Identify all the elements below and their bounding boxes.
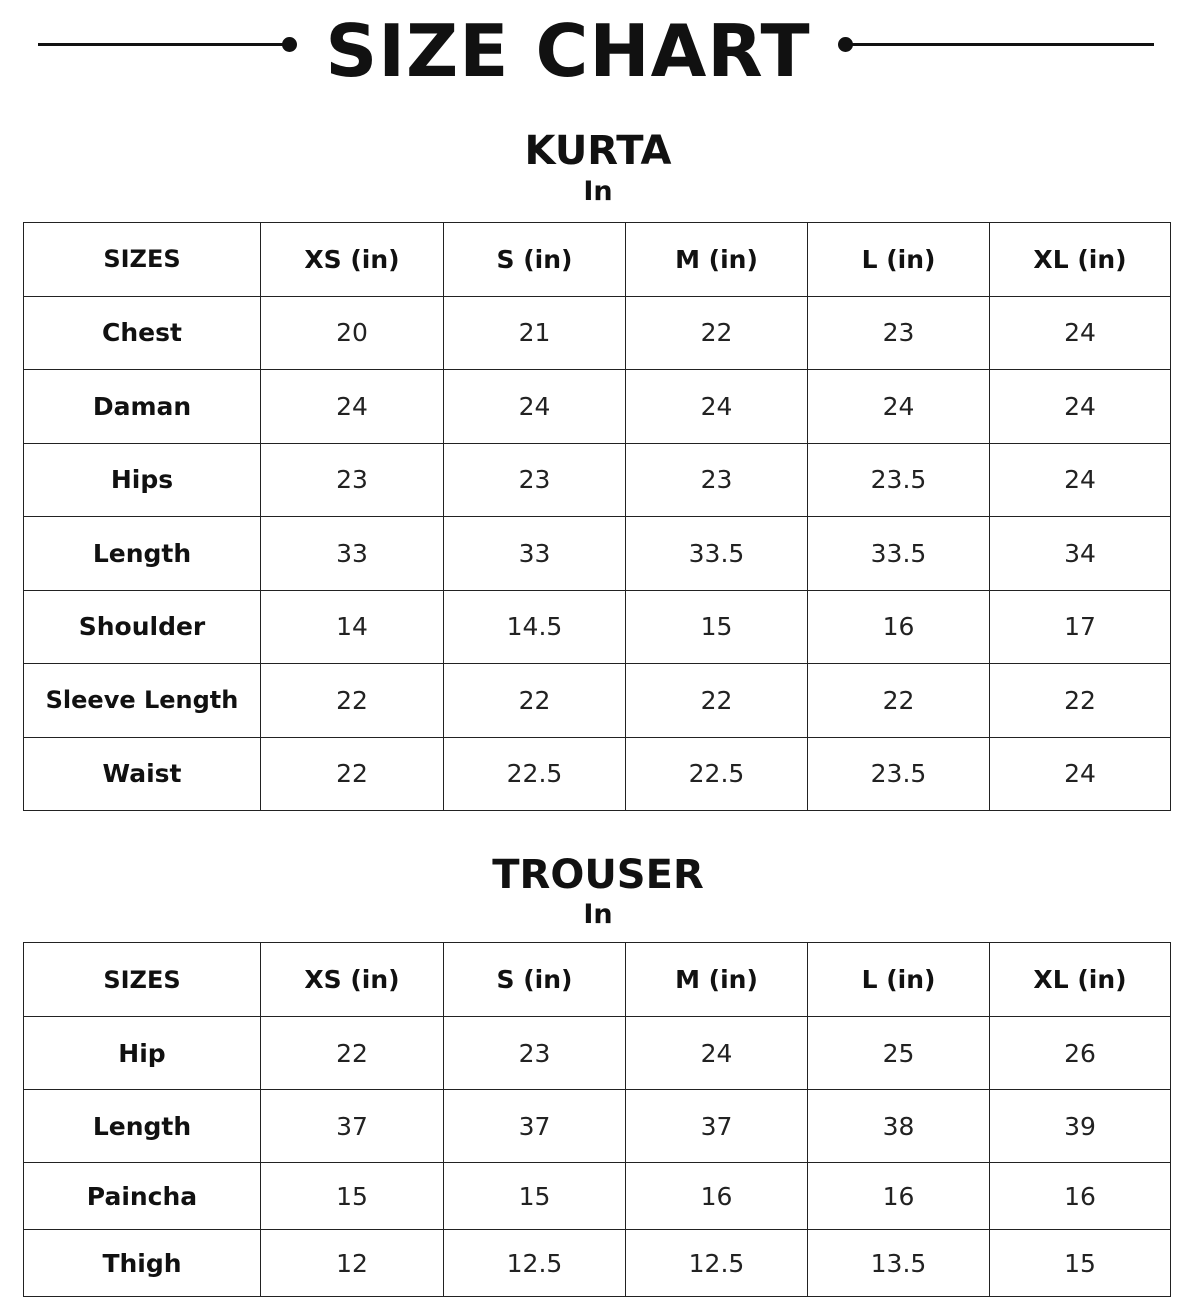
kurta-section-title: KURTA bbox=[524, 128, 672, 174]
table-cell: 22.5 bbox=[626, 737, 808, 811]
column-header: L (in) bbox=[808, 223, 990, 297]
row-label: Paincha bbox=[24, 1163, 261, 1230]
column-header: SIZES bbox=[24, 943, 261, 1017]
row-label: Length bbox=[24, 517, 261, 591]
table-row bbox=[24, 737, 1171, 811]
table-cell: 24 bbox=[444, 370, 626, 444]
table-cell: 22 bbox=[261, 1017, 444, 1090]
row-label: Thigh bbox=[24, 1230, 261, 1297]
table-cell: 22 bbox=[444, 664, 626, 738]
table-cell: 23 bbox=[808, 296, 990, 370]
table-cell: 37 bbox=[261, 1090, 444, 1163]
table-cell: 24 bbox=[990, 296, 1171, 370]
table-cell: 15 bbox=[990, 1230, 1171, 1297]
table-cell: 24 bbox=[626, 1017, 808, 1090]
trouser-section-title: TROUSER bbox=[492, 852, 704, 898]
table-cell: 33 bbox=[261, 517, 444, 591]
table-cell: 23.5 bbox=[808, 737, 990, 811]
column-header: S (in) bbox=[444, 943, 626, 1017]
table-row bbox=[24, 590, 1171, 664]
table-cell: 15 bbox=[444, 1163, 626, 1230]
table-cell: 16 bbox=[626, 1163, 808, 1230]
table-row bbox=[24, 1017, 1171, 1090]
table-cell: 22.5 bbox=[444, 737, 626, 811]
page-title: SIZE CHART bbox=[325, 9, 811, 93]
table-cell: 22 bbox=[626, 664, 808, 738]
table-cell: 22 bbox=[261, 737, 444, 811]
column-header: S (in) bbox=[444, 223, 626, 297]
table-cell: 14.5 bbox=[444, 590, 626, 664]
table-cell: 24 bbox=[626, 370, 808, 444]
trouser-unit-label: In bbox=[583, 899, 613, 930]
table-row bbox=[24, 296, 1171, 370]
column-header: XL (in) bbox=[990, 943, 1171, 1017]
column-header: M (in) bbox=[626, 943, 808, 1017]
table-cell: 12.5 bbox=[626, 1230, 808, 1297]
table-header-row bbox=[24, 223, 1171, 297]
table-cell: 23 bbox=[444, 443, 626, 517]
table-cell: 16 bbox=[990, 1163, 1171, 1230]
column-header: SIZES bbox=[24, 223, 261, 297]
row-label: Hip bbox=[24, 1017, 261, 1090]
table-cell: 22 bbox=[626, 296, 808, 370]
table-cell: 12.5 bbox=[444, 1230, 626, 1297]
left-divider-line bbox=[38, 43, 288, 46]
table-row bbox=[24, 1090, 1171, 1163]
table-cell: 37 bbox=[444, 1090, 626, 1163]
row-label: Waist bbox=[24, 737, 261, 811]
column-header: M (in) bbox=[626, 223, 808, 297]
right-divider-line bbox=[848, 43, 1154, 46]
table-cell: 16 bbox=[808, 590, 990, 664]
table-row bbox=[24, 443, 1171, 517]
table-cell: 17 bbox=[990, 590, 1171, 664]
table-cell: 34 bbox=[990, 517, 1171, 591]
table-cell: 22 bbox=[261, 664, 444, 738]
table-row bbox=[24, 1230, 1171, 1297]
table-cell: 23 bbox=[444, 1017, 626, 1090]
table-header-row bbox=[24, 943, 1171, 1017]
column-header: XS (in) bbox=[261, 943, 444, 1017]
column-header: XS (in) bbox=[261, 223, 444, 297]
row-label: Daman bbox=[24, 370, 261, 444]
table-row bbox=[24, 664, 1171, 738]
table-cell: 22 bbox=[990, 664, 1171, 738]
table-cell: 16 bbox=[808, 1163, 990, 1230]
table-cell: 24 bbox=[990, 370, 1171, 444]
row-label: Sleeve Length bbox=[24, 664, 261, 738]
table-cell: 14 bbox=[261, 590, 444, 664]
left-divider-dot bbox=[282, 37, 297, 52]
table-cell: 24 bbox=[990, 737, 1171, 811]
size-chart-header bbox=[0, 0, 1196, 100]
table-row bbox=[24, 370, 1171, 444]
table-cell: 38 bbox=[808, 1090, 990, 1163]
table-cell: 24 bbox=[261, 370, 444, 444]
table-cell: 33 bbox=[444, 517, 626, 591]
table-cell: 20 bbox=[261, 296, 444, 370]
table-cell: 12 bbox=[261, 1230, 444, 1297]
row-label: Shoulder bbox=[24, 590, 261, 664]
table-cell: 15 bbox=[261, 1163, 444, 1230]
column-header: XL (in) bbox=[990, 223, 1171, 297]
table-row bbox=[24, 1163, 1171, 1230]
table-cell: 24 bbox=[990, 443, 1171, 517]
row-label: Chest bbox=[24, 296, 261, 370]
table-cell: 37 bbox=[626, 1090, 808, 1163]
table-cell: 39 bbox=[990, 1090, 1171, 1163]
table-cell: 33.5 bbox=[626, 517, 808, 591]
kurta-unit-label: In bbox=[583, 176, 613, 207]
table-row bbox=[24, 517, 1171, 591]
table-cell: 24 bbox=[808, 370, 990, 444]
kurta-size-table bbox=[23, 222, 1171, 811]
table-cell: 23 bbox=[626, 443, 808, 517]
row-label: Length bbox=[24, 1090, 261, 1163]
trouser-size-table bbox=[23, 942, 1171, 1297]
row-label: Hips bbox=[24, 443, 261, 517]
table-cell: 23 bbox=[261, 443, 444, 517]
table-cell: 22 bbox=[808, 664, 990, 738]
table-cell: 15 bbox=[626, 590, 808, 664]
column-header: L (in) bbox=[808, 943, 990, 1017]
table-cell: 26 bbox=[990, 1017, 1171, 1090]
table-cell: 13.5 bbox=[808, 1230, 990, 1297]
table-cell: 23.5 bbox=[808, 443, 990, 517]
table-cell: 21 bbox=[444, 296, 626, 370]
table-cell: 33.5 bbox=[808, 517, 990, 591]
table-cell: 25 bbox=[808, 1017, 990, 1090]
